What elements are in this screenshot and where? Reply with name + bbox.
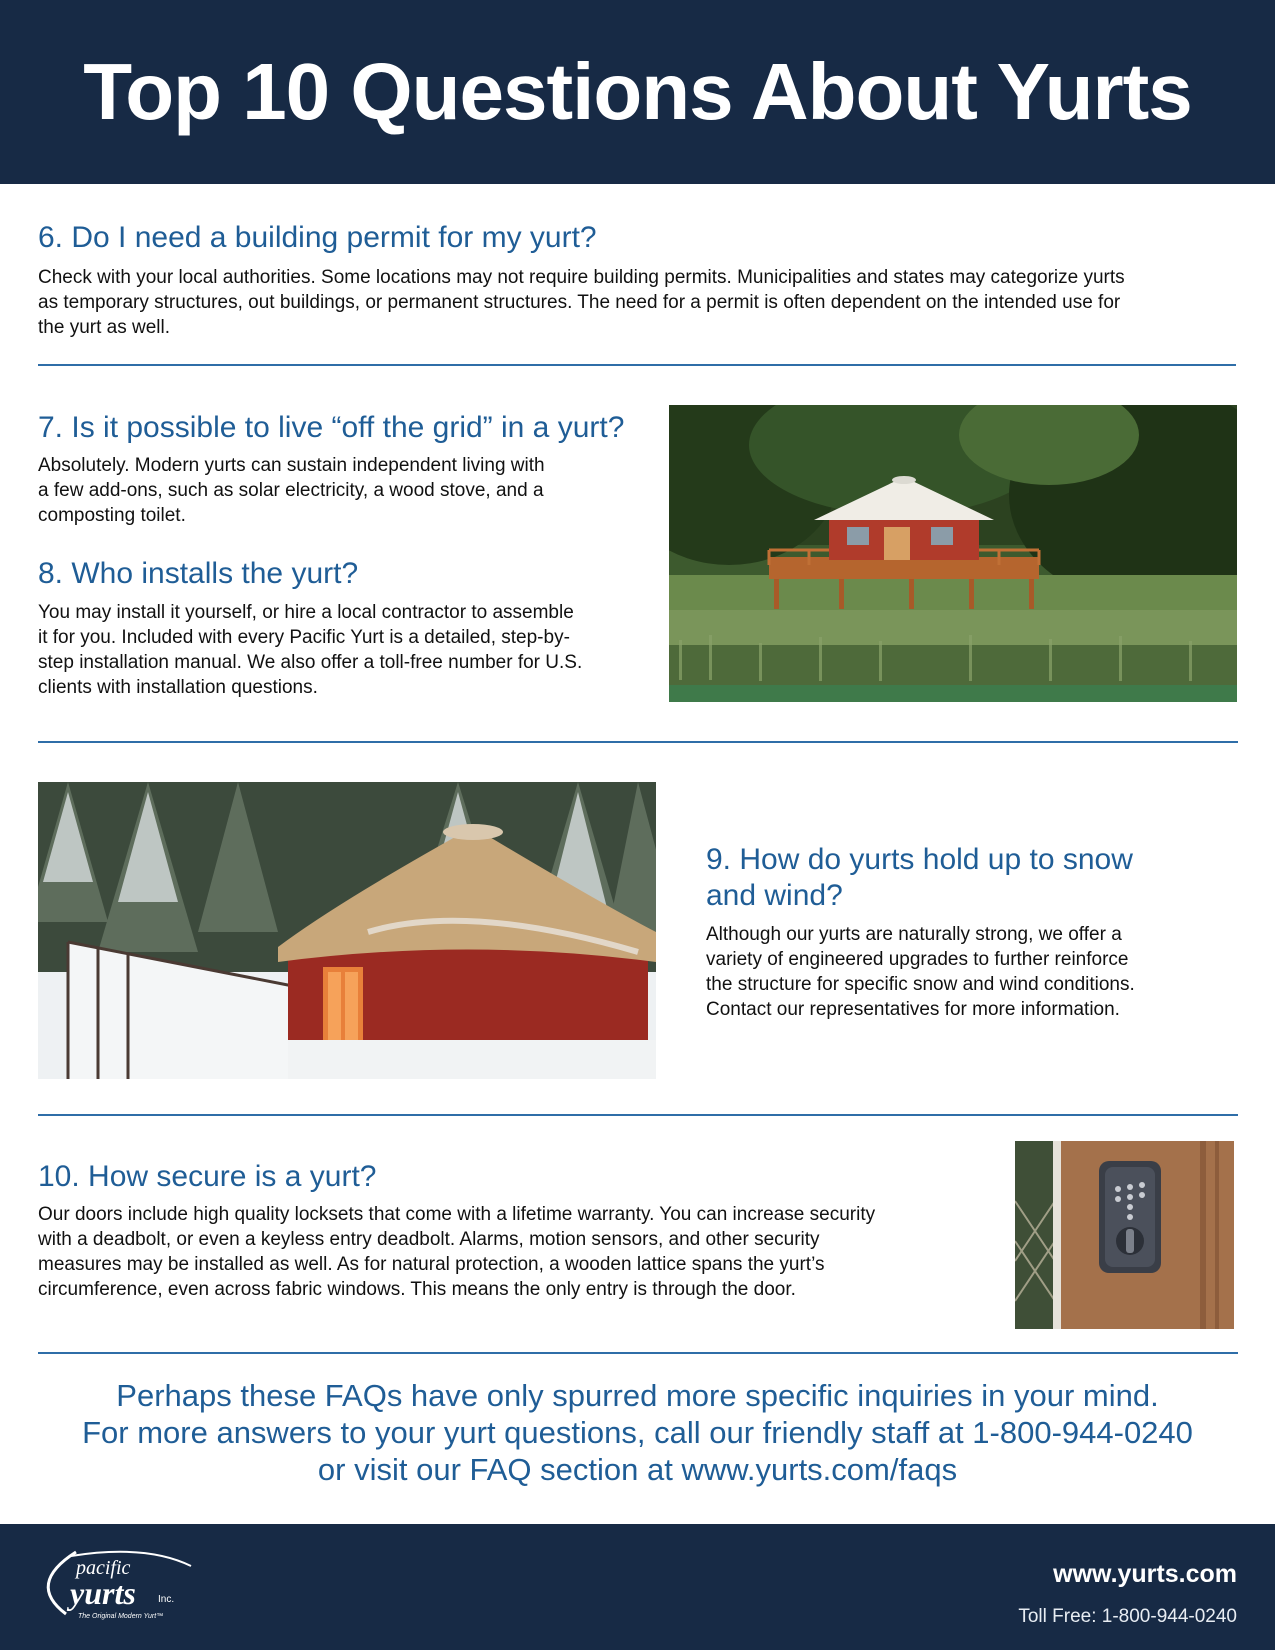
question-8-title: 8. Who installs the yurt? [38,557,359,590]
question-8-answer: You may install it yourself, or hire a local contractor to assemble it for you. Included with every Pacific Yurt is a detailed, step-by- step installation manual. We also offer a toll-free number for U.S. clients with installation questions. [38,602,583,698]
page-header [0,0,1275,184]
pacific-yurts-logo [36,1544,196,1636]
closing-message: Perhaps these FAQs have only spurred more specific inquiries in your mind. For more answers to your yurt questions, call our friendly staff at 1-800-944-0240 or visit our FAQ section at www.yurts.com/faqs [82,1378,1193,1487]
page-footer [0,1524,1275,1650]
website-link[interactable]: www.yurts.com [1053,1560,1237,1588]
question-7-answer: Absolutely. Modern yurts can sustain independent living with a few add-ons, such as solar electricity, a wood stove, and a composting toilet. [38,455,545,526]
toll-free-phone: Toll Free: 1-800-944-0240 [1018,1606,1237,1627]
question-9-title: 9. How do yurts hold up to snow and wind? [706,843,1133,912]
question-10-answer: Our doors include high quality locksets that come with a lifetime warranty. You can increase security with a deadbolt, or even a keyless entry deadbolt. Alarms, motion sensors, and other security measures may be installed as well. As for natural protection, a wooden lattice spans the yurt’s circumference, even across fabric windows. This means the only entry is through the door. [38,1204,876,1300]
keyless-lock-photo [1015,1141,1234,1329]
question-10-title: 10. How secure is a yurt? [38,1160,377,1193]
svg-text:yurts: yurts [70,1575,136,1611]
section-divider [38,364,1236,366]
winter-yurt-photo [38,782,656,1079]
section-divider [38,741,1238,743]
section-divider [38,1352,1238,1354]
svg-text:pacific: pacific [76,1557,131,1579]
question-6-answer: Check with your local authorities. Some locations may not require building permits. Municipalities and states may categorize yurts as temporary structures, out buildings, or permanent structures. The need for a permit is often dependent on the intended use for the yurt as well. [38,267,1125,338]
summer-yurt-photo [669,405,1237,702]
question-9-answer: Although our yurts are naturally strong, we offer a variety of engineered upgrades to further reinforce the structure for specific snow and wind conditions. Contact our representatives for more information. [706,924,1135,1020]
section-divider [38,1114,1238,1116]
question-7-title: 7. Is it possible to live “off the grid” in a yurt? [38,411,625,444]
svg-text:Inc.: Inc. [158,1594,175,1605]
question-6-title: 6. Do I need a building permit for my yurt? [38,221,597,254]
page-title: Top 10 Questions About Yurts [83,47,1192,136]
svg-text:The Original Modern Yurt™: The Original Modern Yurt™ [78,1613,164,1620]
